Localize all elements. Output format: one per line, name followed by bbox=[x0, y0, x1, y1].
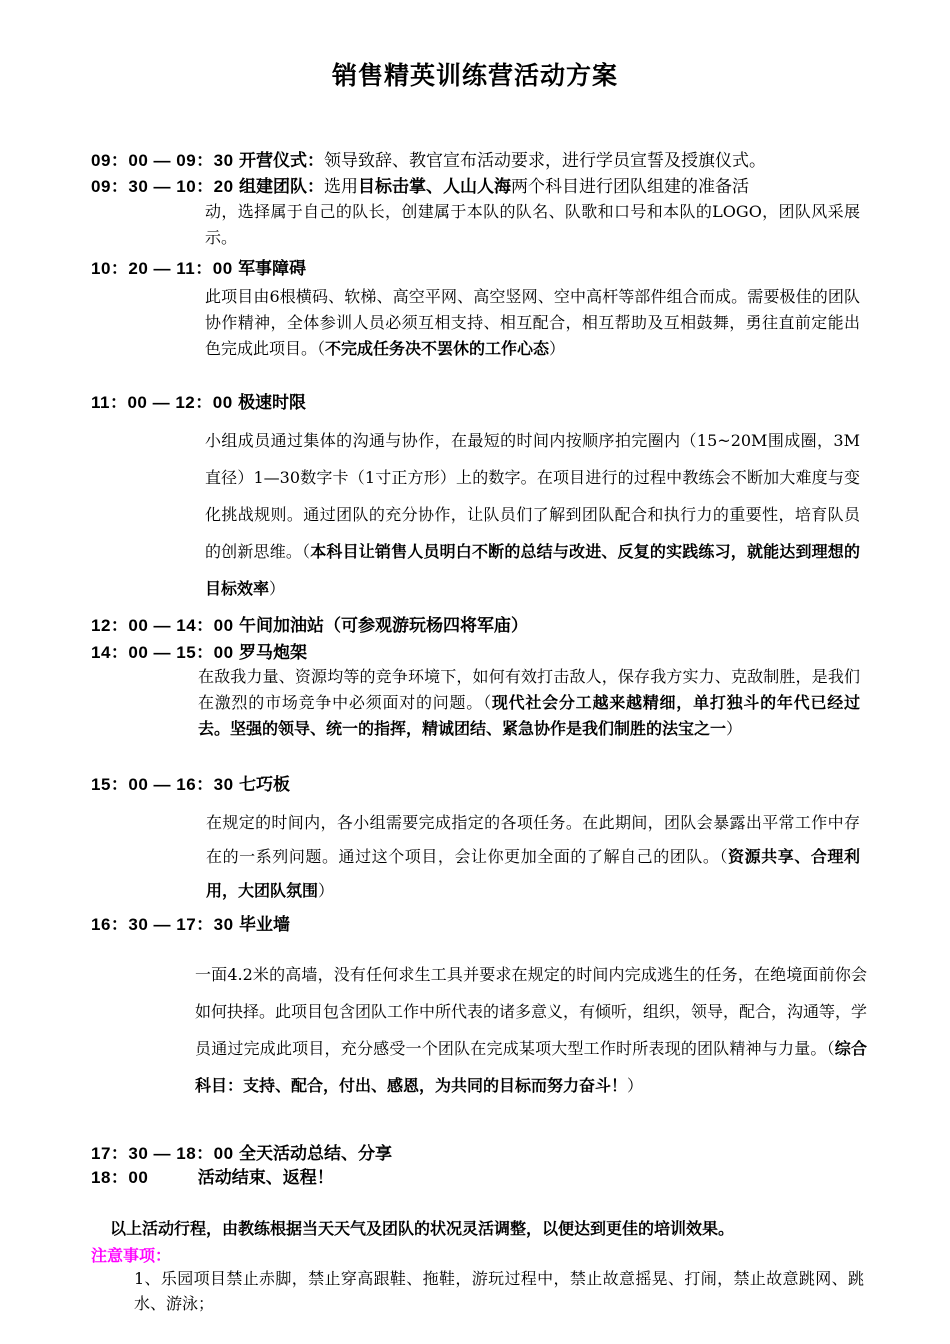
item-heading: 罗马炮架 bbox=[239, 643, 307, 663]
description-text: 在规定的时间内，各小组需要完成指定的各项任务。在此期间，团队会暴露出平常工作中存在的一系列问题。通过这个项目，会让你更加全面的了解自己的团队。（ bbox=[206, 813, 860, 866]
item-heading: 毕业墙 bbox=[239, 915, 290, 935]
item-heading: 开营仪式： bbox=[239, 151, 324, 171]
schedule-item bbox=[91, 615, 528, 637]
item-description bbox=[195, 956, 867, 1104]
item-emphasis: 目标击掌、人山人海 bbox=[358, 177, 511, 197]
time-range: 15：00 — 16：30 bbox=[91, 775, 234, 794]
page-title: 销售精英训练营活动方案 bbox=[331, 61, 618, 90]
description-tail: ） bbox=[318, 881, 335, 900]
description-text: 此项目由6根横码、软梯、高空平网、高空竖网、空中高杆等部件组合而成。需要极佳的团队协作精神，全体参训人员必须互相支持、相互配合，相互帮助及互相鼓舞，勇往直前定能出色完成此项目。（ bbox=[205, 287, 860, 358]
item-heading: 全天活动总结、分享 bbox=[239, 1144, 392, 1164]
description-text: 小组成员通过集体的沟通与协作，在最短的时间内按顺序拍完圈内（15~20M围成圈，3M直径）1—30数字卡（1寸正方形）上的数字。在项目进行的过程中教练会不断加大难度与变化挑战规则。通过团队的充分协作，让队员们了解到团队配合和执行力的重要性，培育队员的创新思维。（ bbox=[205, 431, 860, 561]
description-text: 一面4.2米的高墙，没有任何求生工具并要求在规定的时间内完成逃生的任务，在绝境面前你会如何抉择。此项目包含团队工作中所代表的诸多意义，有倾听，组织，领导，配合，沟通等，学员通过完成此项目，充分感受一个团队在完成某项大型工作时所表现的团队精神与力量。（ bbox=[195, 965, 868, 1058]
notice-label: 注意事项： bbox=[91, 1246, 172, 1265]
description-emphasis: 综合科目：支持、配合，付出、感恩，为共同的目标而努力奋斗！ bbox=[195, 1039, 867, 1095]
schedule-item bbox=[91, 1167, 334, 1189]
item-description: 领导致辞、教官宣布活动要求，进行学员宣誓及授旗仪式。 bbox=[324, 151, 766, 171]
time-range: 10：20 — 11：00 bbox=[91, 259, 233, 278]
item-heading: 军事障碍 bbox=[238, 259, 307, 279]
schedule-item bbox=[91, 176, 749, 198]
time-range: 17：30 — 18：00 bbox=[91, 1144, 234, 1163]
time-range: 11：00 — 12：00 bbox=[91, 393, 233, 412]
time-range: 14：00 — 15：00 bbox=[91, 643, 234, 662]
description-emphasis: 现代社会分工越来越精细，单打独斗的年代已经过去。坚强的领导、统一的指挥，精诚团结、紧急协作是我们制胜的法宝之一 bbox=[198, 693, 860, 738]
item-description bbox=[198, 664, 860, 742]
schedule-item bbox=[91, 258, 306, 280]
description-tail: ） bbox=[627, 1076, 644, 1095]
item-heading: 极速时限 bbox=[238, 393, 307, 413]
schedule-item bbox=[91, 1143, 392, 1165]
item-heading: 午间加油站（可参观游玩杨四将军庙） bbox=[239, 616, 528, 636]
time-range: 09：30 — 10：20 bbox=[91, 177, 234, 196]
notice-rule: 1、乐园项目禁止赤脚，禁止穿高跟鞋、拖鞋，游玩过程中，禁止故意摇晃、打闹，禁止故意跳网、跳水、游泳； bbox=[134, 1269, 864, 1313]
item-description bbox=[205, 284, 860, 362]
description-emphasis: 资源共享、合理利用，大团队氛围 bbox=[206, 847, 860, 900]
schedule-item bbox=[91, 392, 306, 414]
schedule-item bbox=[91, 642, 307, 664]
item-heading: 组建团队： bbox=[239, 177, 324, 197]
time-range: 09：00 — 09：30 bbox=[91, 151, 234, 170]
item-heading: 七巧板 bbox=[239, 775, 290, 795]
item-heading: 活动结束、返程！ bbox=[197, 1168, 334, 1188]
time-range: 18：00 bbox=[91, 1168, 149, 1187]
time-range: 12：00 — 14：00 bbox=[91, 616, 234, 635]
description-tail: ） bbox=[269, 579, 286, 598]
item-description bbox=[205, 422, 860, 607]
description-emphasis: 不完成任务决不罢休的工作心态 bbox=[325, 339, 550, 358]
description-tail: ） bbox=[726, 719, 743, 738]
schedule-item bbox=[91, 914, 290, 936]
schedule-item bbox=[91, 774, 290, 796]
item-description: 两个科目进行团队组建的准备活 bbox=[511, 177, 749, 197]
description-text: 在敌我力量、资源均等的竞争环境下，如何有效打击敌人，保存我方实力、克敌制胜，是我们在激烈的市场竞争中必须面对的问题。（ bbox=[198, 667, 860, 712]
time-range: 16：30 — 17：30 bbox=[91, 915, 234, 934]
item-description-continued: 动，选择属于自己的队长，创建属于本队的队名、队歌和口号和本队的LOGO，团队风采展示。 bbox=[205, 202, 860, 247]
description-emphasis: 本科目让销售人员明白不断的总结与改进、反复的实践练习，就能达到理想的目标效率 bbox=[205, 542, 860, 598]
item-description bbox=[206, 806, 860, 908]
schedule-summary: 以上活动行程，由教练根据当天天气及团队的状况灵活调整，以便达到更佳的培训效果。 bbox=[110, 1219, 735, 1238]
description-tail: ） bbox=[549, 339, 566, 358]
schedule-item bbox=[91, 150, 766, 172]
item-description: 选用 bbox=[324, 177, 358, 197]
